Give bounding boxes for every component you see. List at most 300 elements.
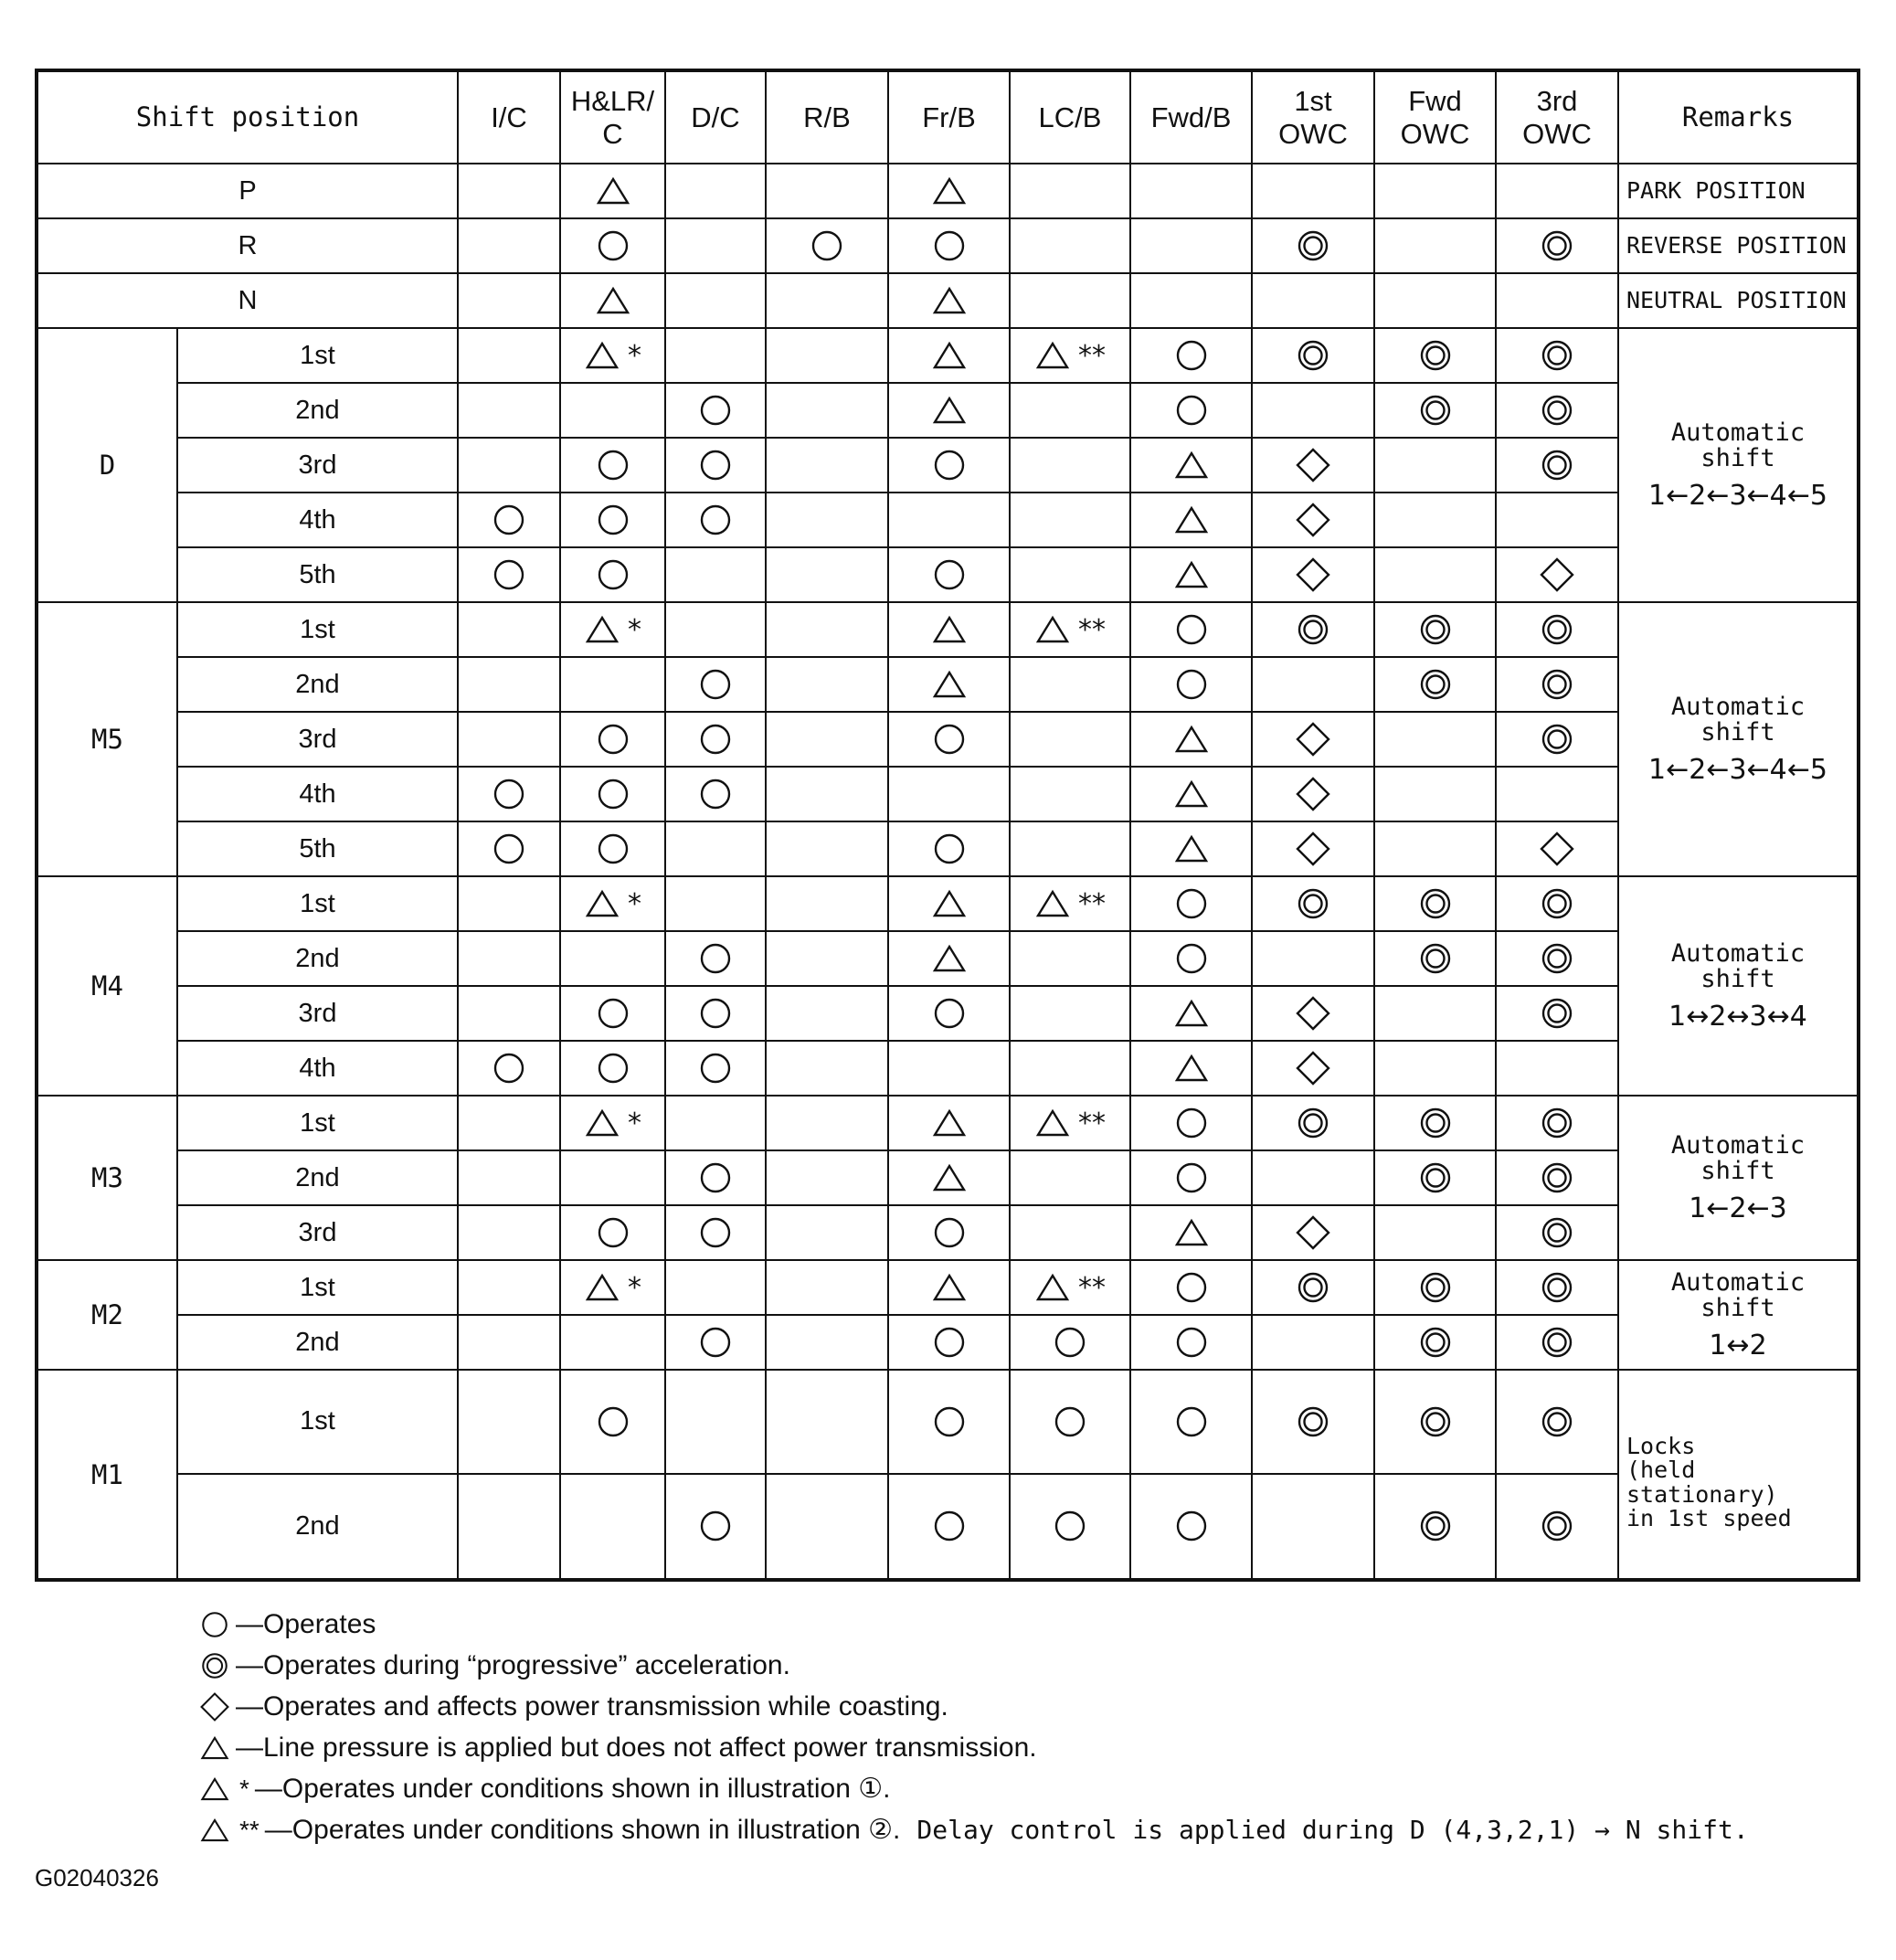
legend-dash: — — [236, 1649, 263, 1680]
row-label-R — [38, 219, 459, 274]
figure-id: G02040326 — [35, 1864, 159, 1891]
cell-dc — [666, 1475, 767, 1579]
double-circle-icon — [1417, 337, 1454, 374]
double-circle-icon — [1539, 611, 1575, 648]
cell-owc3 — [1497, 1097, 1619, 1151]
header-owc3 — [1497, 72, 1619, 164]
cell-owc1 — [1253, 768, 1375, 822]
triangle-icon — [584, 885, 620, 922]
cell-fwdb — [1131, 603, 1253, 658]
cell-ic — [459, 274, 561, 329]
cell-hlr — [561, 822, 666, 877]
cell-lcb — [1011, 1151, 1131, 1206]
cell-rb — [767, 1042, 889, 1097]
legend-text: Operates during “progressive” acceleration. — [263, 1649, 790, 1680]
cell-frb — [889, 1316, 1011, 1371]
cell-owc3 — [1497, 713, 1619, 768]
legend-dash: — — [264, 1814, 292, 1845]
double-circle-icon — [1539, 447, 1575, 483]
cell-hlr — [561, 768, 666, 822]
legend-text: Operates under conditions shown in illustration ①. — [281, 1774, 891, 1804]
double-circle-icon — [1539, 228, 1575, 264]
triangle-icon — [931, 1105, 968, 1141]
cell-owc3 — [1497, 1475, 1619, 1579]
diamond-icon — [1295, 776, 1331, 812]
triangle-icon — [1173, 502, 1210, 538]
operates-circle-icon — [595, 995, 631, 1032]
cell-fwdb — [1131, 439, 1253, 493]
cell-owc3 — [1497, 493, 1619, 548]
cell-hlr — [561, 548, 666, 603]
triangle-icon — [1173, 1050, 1210, 1086]
triangle-icon — [931, 173, 968, 209]
legend-item — [199, 1768, 1844, 1809]
double-circle-icon — [1539, 1105, 1575, 1141]
cell-ic — [459, 987, 561, 1042]
cell-dc — [666, 329, 767, 384]
operates-circle-icon — [1173, 666, 1210, 703]
gear-text: 4th — [299, 779, 336, 809]
remark-line: Automatic — [1670, 938, 1806, 968]
cell-rb — [767, 1261, 889, 1316]
cell-rb — [767, 658, 889, 713]
row-label-N — [38, 274, 459, 329]
operates-circle-icon — [931, 1508, 968, 1544]
cell-fwdb — [1131, 822, 1253, 877]
cell-lcb — [1011, 603, 1131, 658]
operates-circle-icon — [1052, 1404, 1088, 1440]
header-fwdowc-line: OWC — [1400, 117, 1470, 150]
remark-cell — [1619, 877, 1857, 1097]
double-circle-icon — [1295, 1404, 1331, 1440]
operates-circle-icon — [697, 776, 734, 812]
cell-owc1 — [1253, 603, 1375, 658]
cell-fwdb — [1131, 384, 1253, 439]
cell-owc3 — [1497, 987, 1619, 1042]
cell-rb — [767, 219, 889, 274]
cell-owc1 — [1253, 274, 1375, 329]
cell-hlr — [561, 1151, 666, 1206]
cell-fwdb — [1131, 1206, 1253, 1261]
gear-text: 1st — [300, 888, 335, 918]
triangle-icon — [1173, 1214, 1210, 1251]
operates-circle-icon — [697, 392, 734, 429]
triangle-icon — [1034, 1105, 1071, 1141]
cell-fwdowc — [1375, 658, 1497, 713]
asterisk-mark: * — [628, 613, 641, 646]
operates-circle-icon — [697, 1508, 734, 1544]
cell-hlr — [561, 932, 666, 987]
remark-line: shift — [1700, 444, 1775, 473]
cell-fwdb — [1131, 713, 1253, 768]
cell-lcb — [1011, 877, 1131, 932]
cell-owc1 — [1253, 658, 1375, 713]
gear-text: 1st — [300, 1272, 335, 1302]
cell-ic — [459, 603, 561, 658]
triangle-icon — [1173, 776, 1210, 812]
remark-cell — [1619, 219, 1857, 274]
gear-text: 2nd — [295, 1327, 340, 1357]
cell-frb — [889, 439, 1011, 493]
cell-hlr — [561, 1097, 666, 1151]
cell-dc — [666, 439, 767, 493]
cell-fwdowc — [1375, 987, 1497, 1042]
group-label: D — [99, 450, 116, 481]
triangle-icon — [931, 282, 968, 319]
legend-extra-text: Delay control is applied during D (4,3,2,1) → N shift. — [916, 1815, 1749, 1845]
diamond-icon — [1295, 556, 1331, 593]
cell-rb — [767, 164, 889, 219]
double-circle-icon — [1295, 1269, 1331, 1306]
double-circle-icon — [1539, 1508, 1575, 1544]
triangle-icon — [1173, 447, 1210, 483]
double-circle-icon — [1295, 611, 1331, 648]
header-dc-line: D/C — [691, 101, 740, 133]
operates-circle-icon — [595, 1050, 631, 1086]
gear-label — [178, 329, 459, 384]
row-label: P — [238, 175, 257, 206]
remark-cell — [1619, 603, 1857, 877]
cell-hlr — [561, 713, 666, 768]
cell-fwdowc — [1375, 822, 1497, 877]
operates-circle-icon — [697, 1050, 734, 1086]
cell-ic — [459, 1316, 561, 1371]
triangle-icon — [1173, 721, 1210, 758]
cell-lcb — [1011, 164, 1131, 219]
cell-hlr — [561, 987, 666, 1042]
double-circle-icon — [1539, 721, 1575, 758]
cell-rb — [767, 877, 889, 932]
group-label: M2 — [91, 1299, 123, 1330]
cell-fwdb — [1131, 1042, 1253, 1097]
cell-lcb — [1011, 658, 1131, 713]
cell-frb — [889, 1042, 1011, 1097]
triangle-icon — [1173, 556, 1210, 593]
operates-circle-icon — [1173, 337, 1210, 374]
operates-circle-icon — [1173, 1269, 1210, 1306]
operates-circle-icon — [697, 1214, 734, 1251]
cell-fwdowc — [1375, 548, 1497, 603]
cell-fwdowc — [1375, 1097, 1497, 1151]
cell-frb — [889, 1475, 1011, 1579]
cell-rb — [767, 493, 889, 548]
diamond-icon — [1295, 447, 1331, 483]
operates-circle-icon — [697, 721, 734, 758]
double-circle-icon — [199, 1650, 230, 1681]
cell-fwdb — [1131, 274, 1253, 329]
triangle-icon — [199, 1774, 230, 1805]
cell-dc — [666, 658, 767, 713]
cell-ic — [459, 932, 561, 987]
cell-owc1 — [1253, 439, 1375, 493]
triangle-icon — [595, 173, 631, 209]
cell-fwdb — [1131, 1475, 1253, 1579]
double-circle-icon — [1539, 1269, 1575, 1306]
cell-fwdowc — [1375, 1316, 1497, 1371]
header-hlr-line: C — [602, 117, 623, 150]
triangle-icon — [199, 1732, 230, 1764]
cell-owc3 — [1497, 329, 1619, 384]
operates-circle-icon — [697, 666, 734, 703]
cell-owc3 — [1497, 658, 1619, 713]
gear-text: 4th — [299, 504, 336, 535]
gear-text: 1st — [300, 614, 335, 644]
cell-frb — [889, 768, 1011, 822]
cell-dc — [666, 987, 767, 1042]
triangle-icon — [931, 611, 968, 648]
operates-circle-icon — [595, 776, 631, 812]
cell-owc1 — [1253, 932, 1375, 987]
group-label-M4 — [38, 877, 178, 1097]
asterisk-mark: * — [239, 1774, 249, 1803]
triangle-icon — [931, 666, 968, 703]
header-fwdb-line: Fwd/B — [1150, 101, 1232, 133]
cell-frb — [889, 987, 1011, 1042]
triangle-icon — [1173, 831, 1210, 867]
operates-circle-icon — [697, 1324, 734, 1361]
gear-text: 1st — [300, 1107, 335, 1138]
row-label: R — [238, 230, 258, 260]
cell-frb — [889, 164, 1011, 219]
cell-rb — [767, 713, 889, 768]
gear-label — [178, 1206, 459, 1261]
group-label-D — [38, 329, 178, 603]
cell-hlr — [561, 1316, 666, 1371]
cell-ic — [459, 219, 561, 274]
diamond-icon — [1295, 831, 1331, 867]
remark-line: shift — [1700, 718, 1775, 747]
remark-line: 1↔2↔3↔4 — [1668, 1000, 1807, 1033]
operates-circle-icon — [1173, 1404, 1210, 1440]
remark-line: 1←2←3←4←5 — [1648, 479, 1827, 512]
asterisk-mark: ** — [1078, 1107, 1106, 1139]
operates-circle-icon — [595, 1404, 631, 1440]
cell-lcb — [1011, 493, 1131, 548]
row-label: N — [238, 285, 258, 315]
cell-fwdowc — [1375, 1475, 1497, 1579]
cell-frb — [889, 877, 1011, 932]
operates-circle-icon — [1173, 1160, 1210, 1196]
asterisk-mark: ** — [1078, 887, 1106, 920]
triangle-icon — [584, 1269, 620, 1306]
cell-rb — [767, 768, 889, 822]
cell-hlr — [561, 384, 666, 439]
cell-ic — [459, 877, 561, 932]
cell-ic — [459, 1206, 561, 1261]
asterisk-mark: ** — [1078, 613, 1106, 646]
remark-line: shift — [1700, 1157, 1775, 1186]
operation-chart — [35, 69, 1860, 1582]
group-label-M5 — [38, 603, 178, 877]
gear-text: 2nd — [295, 1162, 340, 1192]
operates-circle-icon — [931, 228, 968, 264]
remark-line: Automatic — [1670, 1267, 1806, 1297]
cell-fwdowc — [1375, 164, 1497, 219]
gear-text: 1st — [300, 1406, 335, 1436]
cell-hlr — [561, 1371, 666, 1475]
header-frb-line: Fr/B — [922, 101, 976, 133]
gear-text: 1st — [300, 340, 335, 370]
operates-circle-icon — [1052, 1508, 1088, 1544]
cell-lcb — [1011, 1206, 1131, 1261]
cell-rb — [767, 548, 889, 603]
cell-frb — [889, 1371, 1011, 1475]
gear-text: 4th — [299, 1053, 336, 1083]
cell-ic — [459, 329, 561, 384]
triangle-icon — [931, 940, 968, 977]
gear-label — [178, 548, 459, 603]
cell-owc1 — [1253, 1151, 1375, 1206]
gear-text: 5th — [299, 559, 336, 589]
cell-lcb — [1011, 713, 1131, 768]
cell-lcb — [1011, 768, 1131, 822]
cell-dc — [666, 1097, 767, 1151]
header-owc1-line: 1st — [1294, 84, 1332, 117]
asterisk-mark: ** — [239, 1815, 260, 1844]
cell-lcb — [1011, 274, 1131, 329]
cell-owc1 — [1253, 219, 1375, 274]
double-circle-icon — [1417, 1105, 1454, 1141]
cell-owc1 — [1253, 1475, 1375, 1579]
cell-lcb — [1011, 822, 1131, 877]
header-lcb-line: LC/B — [1038, 101, 1102, 133]
remark-cell — [1619, 1261, 1857, 1371]
operates-circle-icon — [931, 995, 968, 1032]
cell-owc3 — [1497, 439, 1619, 493]
cell-fwdb — [1131, 877, 1253, 932]
double-circle-icon — [1417, 1508, 1454, 1544]
remark-cell — [1619, 329, 1857, 603]
cell-ic — [459, 1097, 561, 1151]
cell-fwdowc — [1375, 1261, 1497, 1316]
cell-fwdb — [1131, 1371, 1253, 1475]
cell-lcb — [1011, 1042, 1131, 1097]
cell-fwdb — [1131, 1316, 1253, 1371]
cell-owc3 — [1497, 1042, 1619, 1097]
cell-fwdowc — [1375, 329, 1497, 384]
remark-line: 1←2←3 — [1689, 1192, 1787, 1224]
gear-text: 5th — [299, 833, 336, 863]
cell-lcb — [1011, 1261, 1131, 1316]
cell-ic — [459, 384, 561, 439]
remark-line: Automatic — [1670, 692, 1806, 721]
group-label-M1 — [38, 1371, 178, 1578]
triangle-icon — [584, 611, 620, 648]
diamond-icon — [199, 1691, 230, 1722]
operates-circle-icon — [1173, 1324, 1210, 1361]
triangle-icon — [199, 1815, 230, 1846]
legend-item — [199, 1645, 1844, 1686]
double-circle-icon — [1417, 885, 1454, 922]
double-circle-icon — [1539, 885, 1575, 922]
group-label: M4 — [91, 970, 123, 1001]
cell-dc — [666, 713, 767, 768]
cell-rb — [767, 274, 889, 329]
cell-owc3 — [1497, 1151, 1619, 1206]
double-circle-icon — [1295, 228, 1331, 264]
remark-line: 1↔2 — [1709, 1329, 1767, 1361]
cell-dc — [666, 219, 767, 274]
cell-dc — [666, 1371, 767, 1475]
cell-hlr — [561, 493, 666, 548]
operates-circle-icon — [595, 721, 631, 758]
cell-owc3 — [1497, 877, 1619, 932]
cell-owc3 — [1497, 603, 1619, 658]
cell-lcb — [1011, 1097, 1131, 1151]
gear-label — [178, 384, 459, 439]
triangle-icon — [931, 392, 968, 429]
cell-fwdowc — [1375, 439, 1497, 493]
diamond-icon — [1539, 831, 1575, 867]
cell-lcb — [1011, 987, 1131, 1042]
cell-owc3 — [1497, 219, 1619, 274]
cell-frb — [889, 329, 1011, 384]
cell-owc3 — [1497, 768, 1619, 822]
cell-fwdowc — [1375, 384, 1497, 439]
diamond-icon — [1295, 1050, 1331, 1086]
cell-fwdowc — [1375, 713, 1497, 768]
legend-dash: — — [236, 1690, 263, 1722]
remark-line: shift — [1700, 1294, 1775, 1323]
cell-fwdb — [1131, 329, 1253, 384]
header-owc1 — [1253, 72, 1375, 164]
double-circle-icon — [1417, 611, 1454, 648]
triangle-icon — [931, 337, 968, 374]
operates-circle-icon — [1173, 940, 1210, 977]
operates-circle-icon — [931, 1324, 968, 1361]
double-circle-icon — [1539, 1160, 1575, 1196]
cell-lcb — [1011, 548, 1131, 603]
cell-ic — [459, 439, 561, 493]
double-circle-icon — [1539, 940, 1575, 977]
legend-dash: — — [236, 1732, 263, 1763]
cell-owc3 — [1497, 548, 1619, 603]
operates-circle-icon — [491, 1050, 527, 1086]
legend-dash: — — [254, 1773, 282, 1804]
asterisk-mark: * — [628, 1107, 641, 1139]
gear-label — [178, 932, 459, 987]
header-fwdb — [1131, 72, 1253, 164]
remark-line: Automatic — [1670, 418, 1806, 447]
cell-owc3 — [1497, 1261, 1619, 1316]
legend-text: Operates under conditions shown in illustration ②. — [291, 1815, 901, 1845]
cell-lcb — [1011, 439, 1131, 493]
triangle-icon — [1034, 611, 1071, 648]
triangle-icon — [1173, 995, 1210, 1032]
header-hlr — [561, 72, 666, 164]
triangle-icon — [931, 885, 968, 922]
cell-fwdowc — [1375, 768, 1497, 822]
operates-circle-icon — [595, 831, 631, 867]
diamond-icon — [1295, 502, 1331, 538]
gear-text: 3rd — [298, 1217, 337, 1247]
gear-label — [178, 713, 459, 768]
cell-fwdowc — [1375, 1042, 1497, 1097]
double-circle-icon — [1539, 392, 1575, 429]
operates-circle-icon — [1052, 1324, 1088, 1361]
double-circle-icon — [1539, 1214, 1575, 1251]
double-circle-icon — [1539, 337, 1575, 374]
triangle-icon — [595, 282, 631, 319]
header-rb-line: R/B — [803, 101, 851, 133]
cell-owc1 — [1253, 1097, 1375, 1151]
double-circle-icon — [1417, 1269, 1454, 1306]
cell-hlr — [561, 274, 666, 329]
remark-cell — [1619, 164, 1857, 219]
cell-ic — [459, 1042, 561, 1097]
diamond-icon — [1295, 995, 1331, 1032]
diamond-icon — [1295, 721, 1331, 758]
